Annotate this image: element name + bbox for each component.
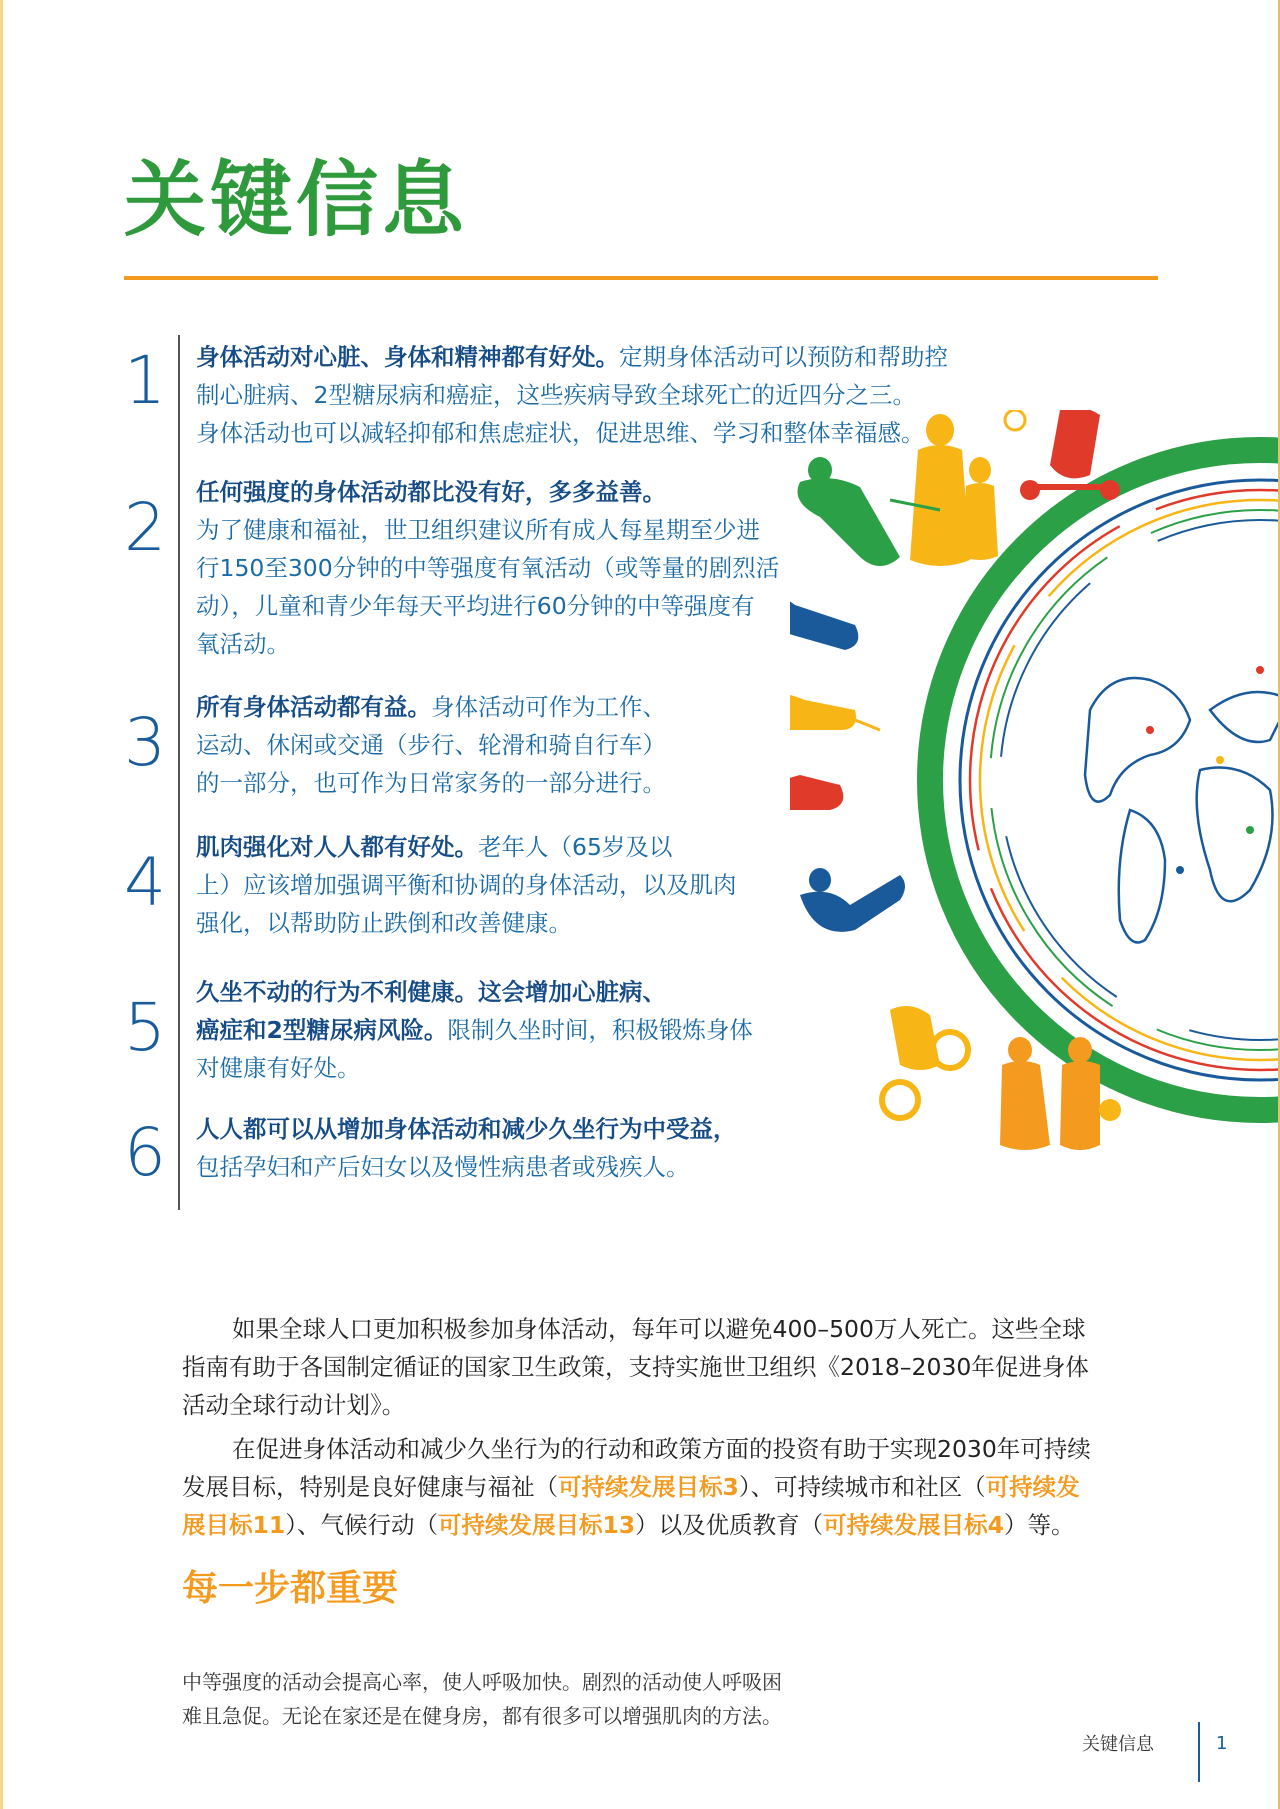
message-number: 2: [124, 489, 166, 566]
figure-skater: [790, 567, 858, 650]
figure-dancer: [790, 768, 843, 817]
message-number: 3: [124, 704, 166, 781]
world-map-outline: [1085, 678, 1278, 943]
message-line: 包括孕妇和产后妇女以及慢性病患者或残疾人。: [196, 1153, 690, 1181]
section-subheading: 每一步都重要: [182, 1568, 399, 1609]
figure-elderly-couple: [910, 410, 1025, 566]
globe-activity-illustration: [790, 410, 1278, 1200]
message-line: 身体活动对心脏、身体和精神都有好处。定期身体活动可以预防和帮助控: [196, 343, 948, 371]
page-edge-left: [0, 0, 3, 1809]
page-number: 1: [1216, 1733, 1228, 1754]
figure-runner: [800, 868, 905, 932]
message-line: 所有身体活动都有益。身体活动可作为工作、: [196, 693, 666, 721]
messages-vertical-rule: [178, 335, 180, 1210]
page-title: 关键信息: [124, 153, 469, 248]
figure-cyclist: [882, 1006, 968, 1118]
message-line: 肌肉强化对人人都有好处。老年人（65岁及以: [196, 833, 673, 861]
message-number: 4: [124, 844, 166, 921]
sdg-11-reference-cont[interactable]: 展目标11: [182, 1511, 286, 1539]
message-text: [196, 828, 796, 942]
title-underline: [124, 276, 1158, 280]
message-line: 癌症和2型糖尿病风险。限制久坐时间，积极锻炼身体: [196, 1016, 753, 1044]
message-line: 身体活动也可以减轻抑郁和焦虑症状，促进思维、学习和整体幸福感。: [196, 419, 925, 447]
message-number: 6: [124, 1114, 166, 1191]
message-number: 1: [124, 342, 166, 419]
sdg-13-reference[interactable]: 可持续发展目标13: [437, 1511, 636, 1539]
message-number: 5: [124, 989, 166, 1066]
sdg-3-reference[interactable]: 可持续发展目标3: [558, 1473, 739, 1501]
message-line: 久坐不动的行为不利健康。这会增加心脏病、: [196, 978, 666, 1006]
message-line: 任何强度的身体活动都比没有好，多多益善。: [196, 478, 666, 506]
message-line: 对健康有好处。: [196, 1054, 361, 1082]
activity-note: 中等强度的活动会提高心率，使人呼吸加快。剧烈的活动使人呼吸困 难且急促。无论在家还是在健身房，都有很多可以增强肌肉的方法。: [182, 1670, 782, 1728]
message-text: [196, 688, 796, 802]
message-line: 运动、休闲或交通（步行、轮滑和骑自行车）: [196, 731, 666, 759]
message-line: 的一部分，也可作为日常家务的一部分进行。: [196, 769, 666, 797]
footer-section-label: 关键信息: [1082, 1734, 1154, 1755]
message-line: 上）应该增加强调平衡和协调的身体活动，以及肌肉: [196, 871, 737, 899]
message-line: 制心脏病、2型糖尿病和癌症，这些疾病导致全球死亡的近四分之三。: [196, 381, 916, 409]
body-paragraph-2: 在促进身体活动和减少久坐行为的行动和政策方面的投资有助于实现2030年可持续 发展目标，特别是良好健康与福祉（可持续发展目标3）、可持续城市和社区（可持续发 展目标11）、气候行动（可持续发展目标13）以及优质教育（可持续发展目标4）等。: [182, 1435, 1091, 1539]
message-line: 氧活动。: [196, 630, 290, 658]
message-line: 动），儿童和青少年每天平均进行60分钟的中等强度有: [196, 592, 755, 620]
message-line: 人人都可以从增加身体活动和减少久坐行为中受益，: [196, 1115, 737, 1143]
figure-golfer: [790, 668, 880, 730]
figure-scooter: [1020, 410, 1120, 500]
message-line: 强化，以帮助防止跌倒和改善健康。: [196, 909, 572, 937]
footer-divider: [1198, 1722, 1200, 1782]
sdg-11-reference[interactable]: 可持续发: [985, 1473, 1080, 1501]
message-line: 行150至300分钟的中等强度有氧活动（或等量的剧烈活: [196, 554, 780, 582]
body-paragraph-1: 如果全球人口更加积极参加身体活动，每年可以避免400–500万人死亡。这些全球 指南有助于各国制定循证的国家卫生政策，支持实施世卫组织《2018–2030年促进身体 活动全球行动计划》。: [182, 1315, 1089, 1419]
message-line: 为了健康和福祉，世卫组织建议所有成人每星期至少进: [196, 516, 760, 544]
sdg-4-reference[interactable]: 可持续发展目标4: [823, 1511, 1005, 1539]
